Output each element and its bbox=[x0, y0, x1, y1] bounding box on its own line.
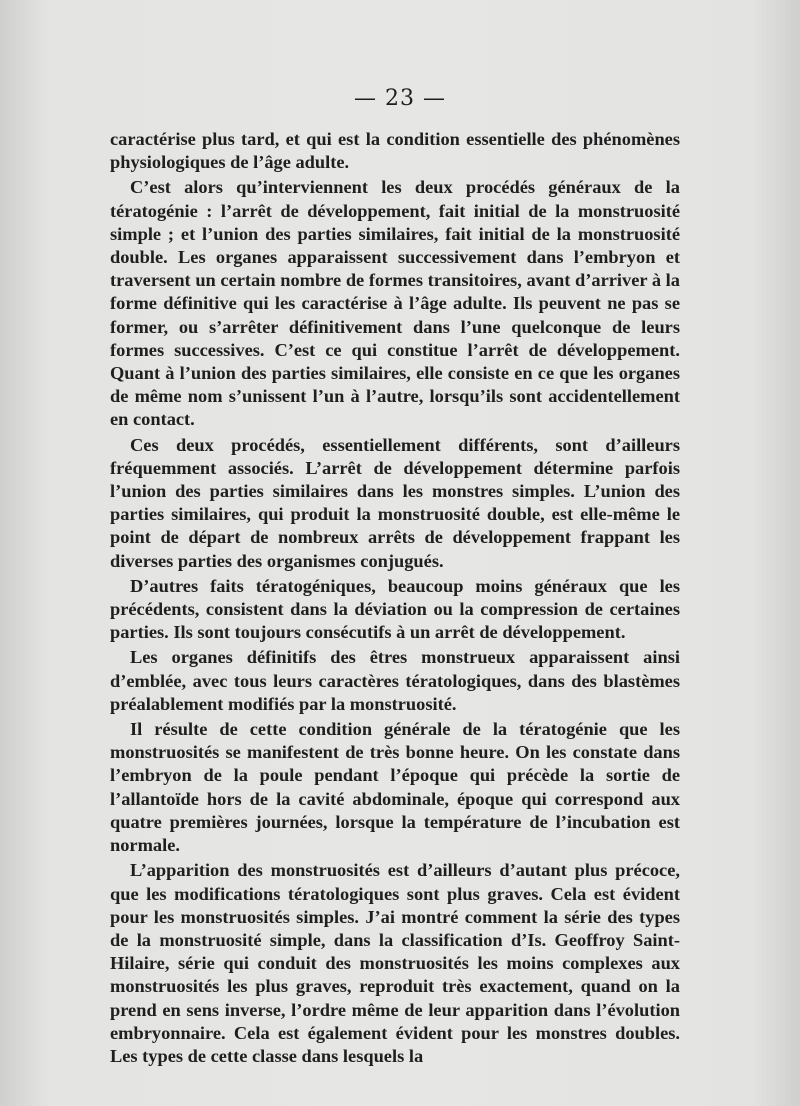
page-number: — 23 — bbox=[354, 86, 446, 111]
paragraph: Les organes définitifs des êtres monstrueux apparaissent ainsi d’emblée, avec tous leurs caractères tératologiques, dans des blastèmes préalablement modifiés par la monstruosité. bbox=[110, 647, 680, 714]
paragraph: Ces deux procédés, essentiellement différents, sont d’ailleurs fréquemment associés. L’arrêt de développement détermine parfois l’union des parties similaires dans les monstres simples. L’union des parties similaires, qui produit la monstruosité double, est elle-même le point de départ de nombreux arrêts de développement frappant les diverses parties des organismes conjugués. bbox=[110, 434, 680, 571]
paragraph: C’est alors qu’interviennent les deux procédés généraux de la tératogénie : l’arrêt de développement, fait initial de la monstruosité simple ; et l’union des parties similaires, fait initial de la monstruosité double. Les organes apparaissent successivement dans l’embryon et traversent un certain nombre de formes transitoires, avant d’arriver à la forme définitive qui les caractérise à l’âge adulte. Ils peuvent ne pas se former, ou s’arrêter définitivement dans l’une quelconque de leurs formes successives. C’est ce qui constitue l’arrêt de développement. Quant à l’union des parties similaires, elle consiste en ce que les organes de même nom s’unissent l’un à l’autre, lorsqu’ils sont accidentellement en contact. bbox=[110, 177, 680, 430]
paragraph: D’autres faits tératogéniques, beaucoup moins généraux que les précédents, consistent dans la déviation ou la compression de certaines parties. Ils sont toujours consécutifs à un arrêt de développement. bbox=[110, 575, 680, 643]
paragraph: L’apparition des monstruosités est d’ailleurs d’autant plus précoce, que les modifications tératologiques sont plus graves. Cela est évident pour les monstruosités simples. J’ai montré comment la série des types de la monstruosité simple, dans la classification d’Is. Geoffroy Saint-Hilaire, série qui conduit des monstruosités les moins complexes aux monstruosités les plus graves, reproduit très exactement, quand on la prend en sens inverse, l’ordre même de leur apparition dans l’évolution embryonnaire. Cela est également évident pour les monstres doubles. Les types de cette classe dans lesquels la bbox=[110, 860, 680, 1066]
paragraph: caractérise plus tard, et qui est la condition essentielle des phénomènes physiologiques de l’âge adulte. bbox=[110, 129, 680, 173]
body-text bbox=[110, 128, 680, 1068]
paragraph: Il résulte de cette condition générale de la tératogénie que les monstruosités se manifestent de très bonne heure. On les constate dans l’embryon de la poule pendant l’époque qui précède la sortie de l’allantoïde hors de la cavité abdominale, époque qui correspond aux quatre premières journées, lorsque la température de l’incubation est normale. bbox=[110, 719, 680, 856]
